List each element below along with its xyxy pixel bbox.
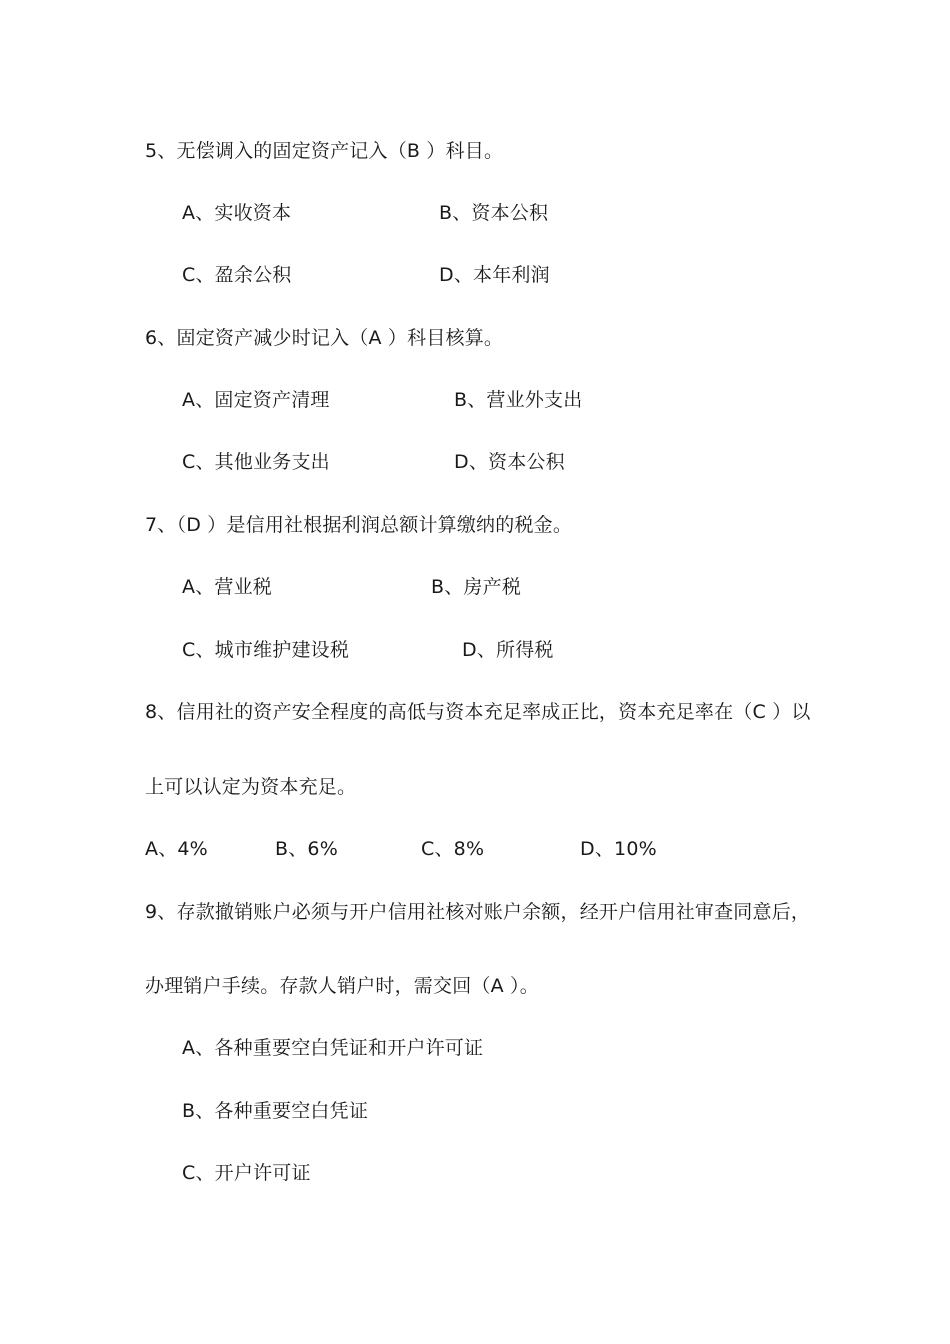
question-8-option-c: C、8% bbox=[421, 838, 485, 860]
question-5-option-a: A、实收资本 bbox=[182, 202, 292, 224]
question-6-option-c: C、其他业务支出 bbox=[182, 451, 330, 473]
question-5-option-d: D、本年利润 bbox=[439, 264, 550, 286]
question-6-stem: 6、固定资产减少时记入（A ）科目核算。 bbox=[145, 327, 504, 349]
question-5-stem: 5、无偿调入的固定资产记入（B ）科目。 bbox=[145, 140, 504, 162]
question-9-option-c: C、开户许可证 bbox=[182, 1162, 311, 1184]
question-7-option-a: A、营业税 bbox=[182, 576, 272, 598]
question-9-stem-line2: 办理销户手续。存款人销户时，需交回（A ）。 bbox=[145, 975, 539, 997]
question-6-option-a: A、固定资产清理 bbox=[182, 389, 330, 411]
question-7-stem: 7、（D ）是信用社根据利润总额计算缴纳的税金。 bbox=[145, 514, 573, 536]
question-9-option-a: A、各种重要空白凭证和开户许可证 bbox=[182, 1037, 484, 1059]
question-8-stem-line2: 上可以认定为资本充足。 bbox=[145, 776, 357, 798]
question-5-option-b: B、资本公积 bbox=[439, 202, 549, 224]
question-5-option-c: C、盈余公积 bbox=[182, 264, 292, 286]
question-7-option-c: C、城市维护建设税 bbox=[182, 639, 350, 661]
question-9-stem-line1: 9、存款撤销账户必须与开户信用社核对账户余额，经开户信用社审查同意后， bbox=[145, 901, 811, 923]
question-8-stem-line1: 8、信用社的资产安全程度的高低与资本充足率成正比，资本充足率在（C ）以 bbox=[145, 701, 811, 723]
question-6-option-d: D、资本公积 bbox=[454, 451, 565, 473]
question-7-option-b: B、房产税 bbox=[431, 576, 522, 598]
question-9-option-b: B、各种重要空白凭证 bbox=[182, 1100, 369, 1122]
question-8-option-b: B、6% bbox=[275, 838, 338, 860]
question-7-option-d: D、所得税 bbox=[462, 639, 554, 661]
question-8-option-d: D、10% bbox=[580, 838, 657, 860]
question-8-option-a: A、4% bbox=[145, 838, 208, 860]
question-6-option-b: B、营业外支出 bbox=[454, 389, 583, 411]
